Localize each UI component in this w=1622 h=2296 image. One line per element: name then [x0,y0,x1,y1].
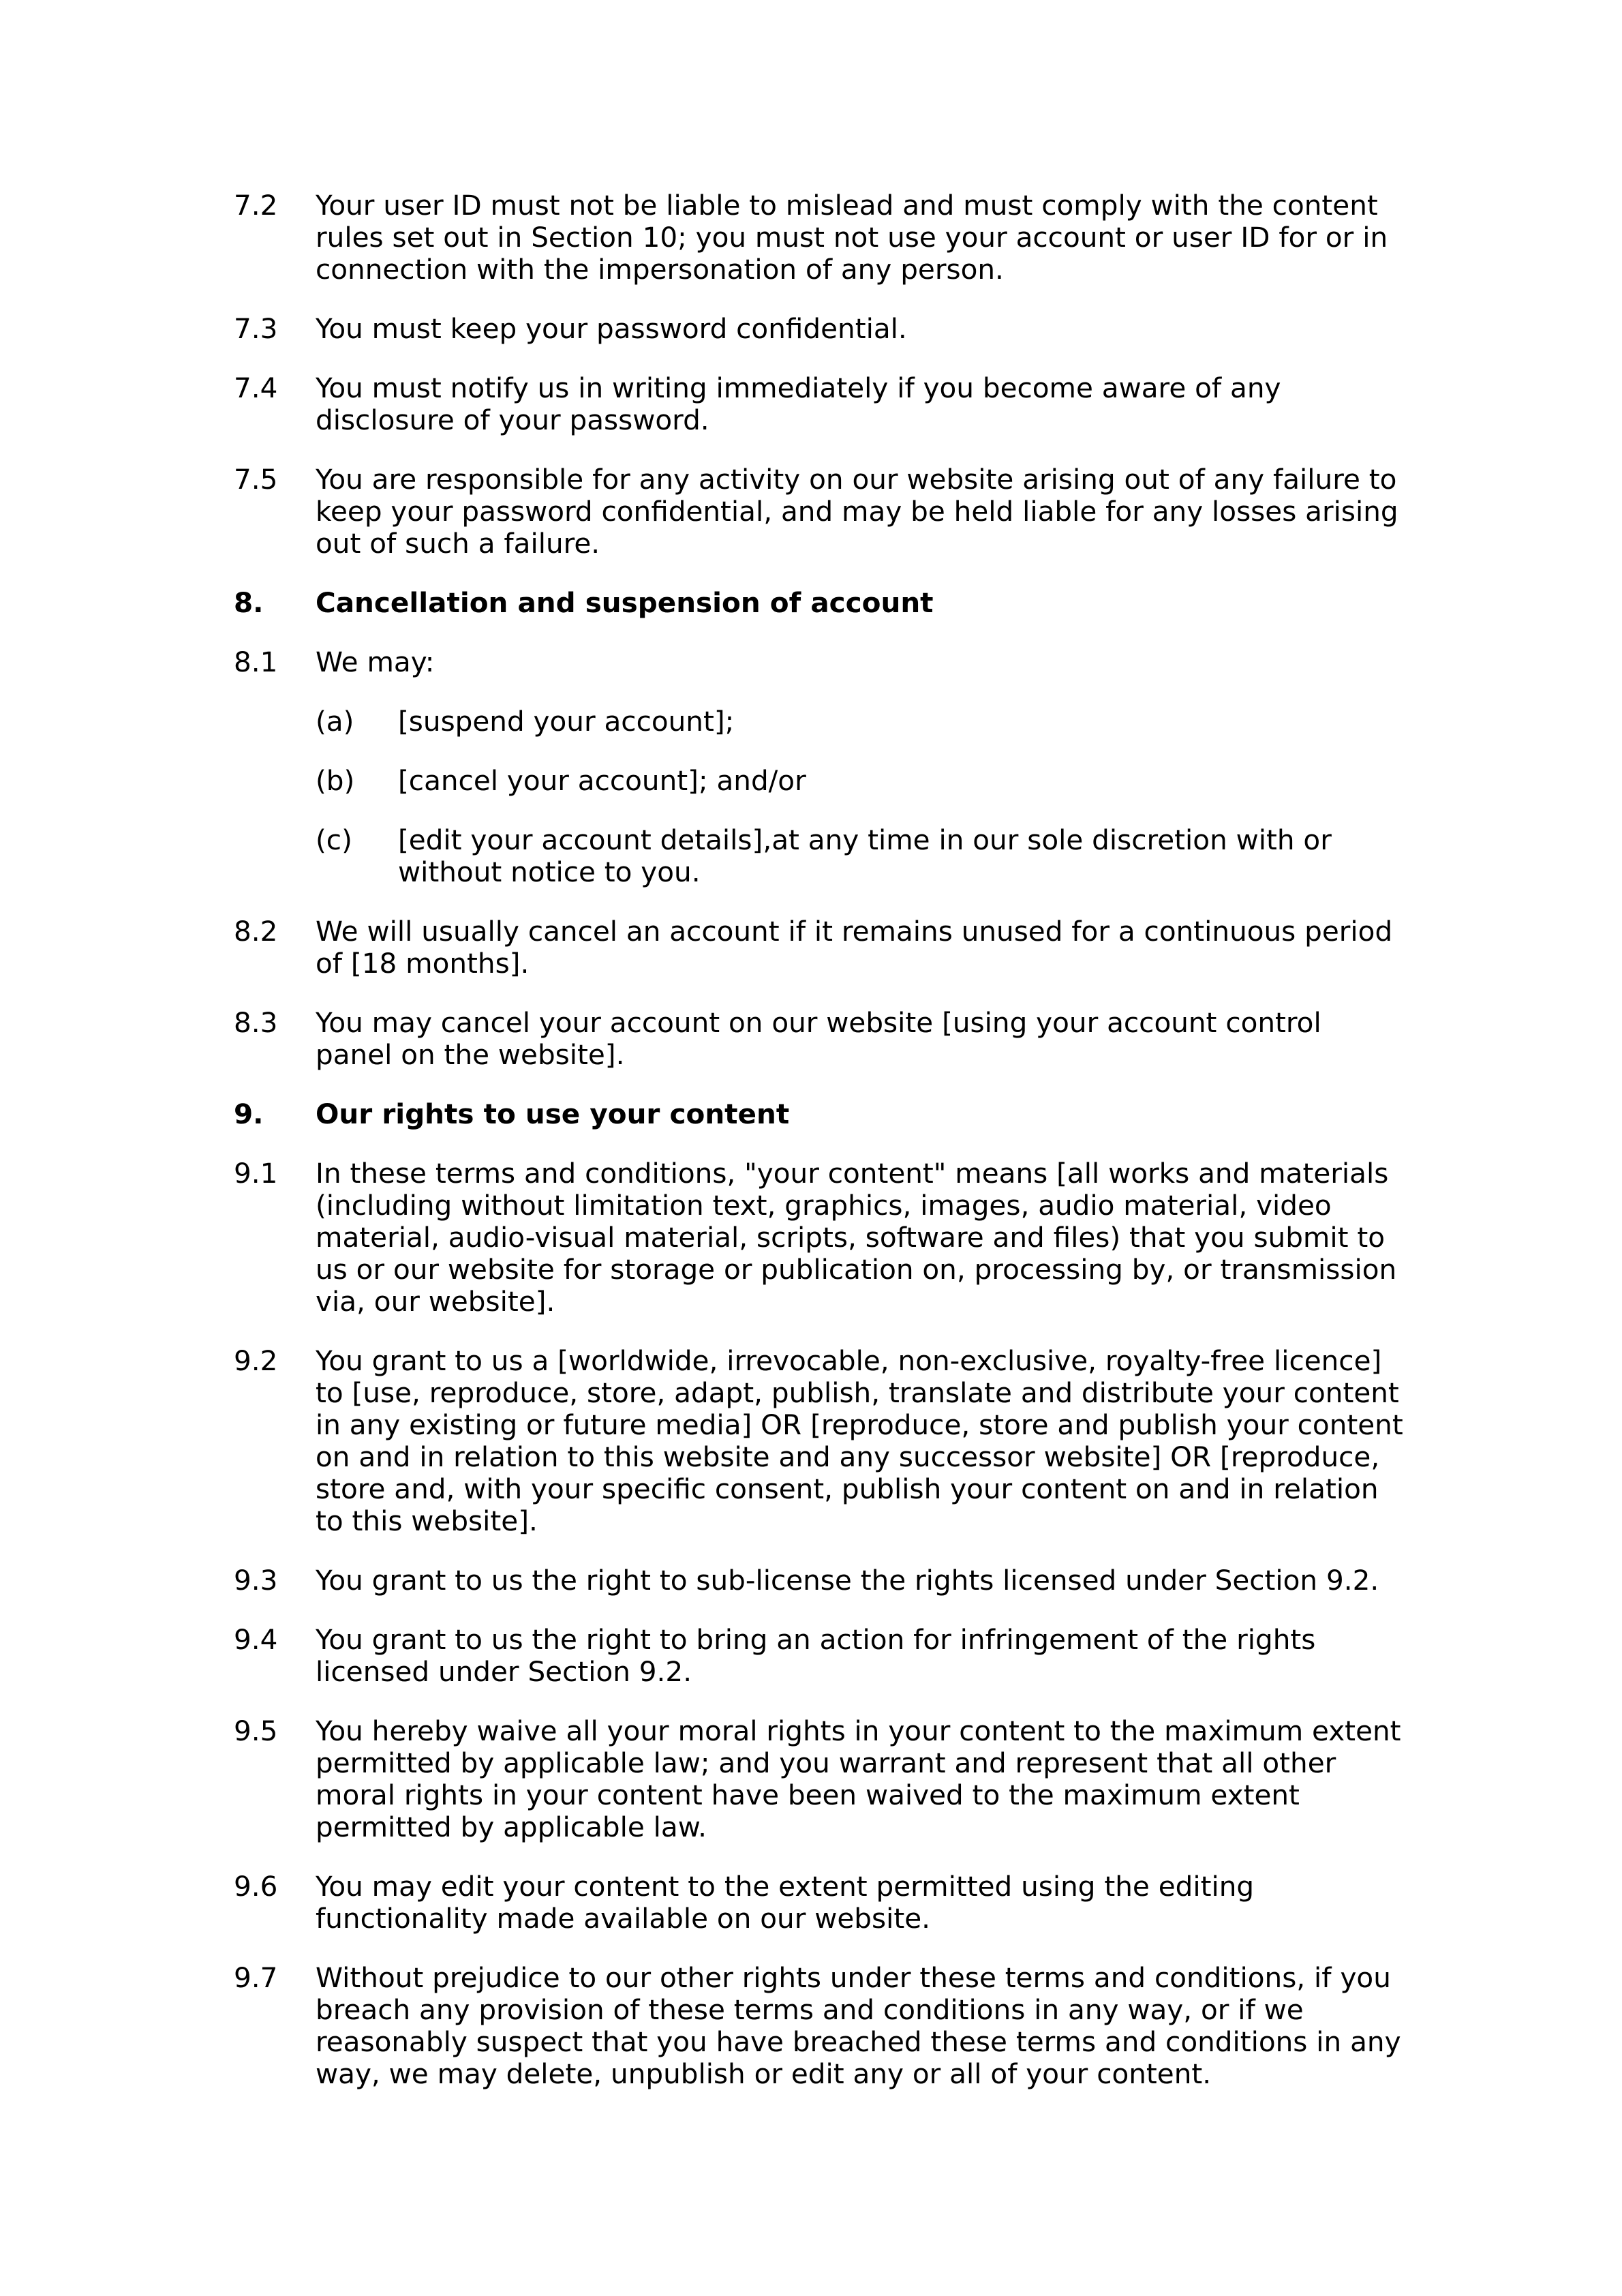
clause-9-5 [234,1715,1406,1843]
subclause-8-1-a [316,706,1406,738]
clause-7-5 [234,464,1406,560]
clause-text: You may edit your content to the extent permitted using the editing functionality made available on our website. [316,1870,1255,1935]
clause-number: 8.3 [234,1006,278,1039]
clause-text: You grant to us the right to sub-license the rights licensed under Section 9.2. [316,1564,1379,1597]
clause-number: 8.1 [234,646,278,678]
clause-8-3 [234,1007,1406,1071]
clause-number: 9.4 [234,1623,278,1656]
clause-7-4 [234,372,1406,436]
subclause-letter: (a) [316,705,354,738]
clause-number: 7.3 [234,312,278,345]
section-8-heading [234,587,1406,619]
clause-text: You grant to us a [worldwide, irrevocable, non-exclusive, royalty-free licence] to [use, reproduce, store, adapt, publish, translate and distribute your content in any existing or future media] OR [reproduce, store and publish your content on and in relation to this website and any successor website] OR [reproduce, store and, with your specific consent, publish your content on and in relation to this website]. [316,1344,1403,1537]
clause-text: You are responsible for any activity on our website arising out of any failure to keep your password confidential, and may be held liable for any losses arising out of such a failure. [316,463,1398,560]
clause-text: You hereby waive all your moral rights in your content to the maximum extent permitted by applicable law; and you warrant and represent that all other moral rights in your content have been waived to the maximum extent permitted by applicable law. [316,1715,1401,1843]
clause-text: You must notify us in writing immediately if you become aware of any disclosure of your password. [316,372,1281,436]
subclause-8-1-c [316,824,1406,888]
clause-number: 7.4 [234,372,278,404]
document-body [234,190,1406,2117]
clause-9-1 [234,1158,1406,1318]
clause-text: We will usually cancel an account if it remains unused for a continuous period of [18 months]. [316,915,1393,980]
clause-number: 7.2 [234,189,278,222]
clause-7-3 [234,313,1406,345]
subclause-text: [suspend your account]; [398,705,735,738]
clause-9-2 [234,1345,1406,1537]
clause-text: Without prejudice to our other rights under these terms and conditions, if you breach any provision of these terms and conditions in any way, or if we reasonably suspect that you have breached these terms and conditions in any way, we may delete, unpublish or edit any or all of your content. [316,1961,1401,2090]
subclause-text: [cancel your account]; and/or [398,764,806,797]
clause-8-2 [234,916,1406,980]
subclause-text: [edit your account details],at any time in our sole discretion with or without notice to you. [398,824,1332,888]
subclause-8-1-b [316,765,1406,797]
section-number: 9. [234,1098,264,1130]
clause-8-1 [234,646,1406,678]
clause-number: 9.1 [234,1157,278,1190]
clause-number: 9.3 [234,1564,278,1597]
clause-text: You grant to us the right to bring an action for infringement of the rights licensed under Section 9.2. [316,1623,1316,1688]
clause-9-6 [234,1871,1406,1935]
clause-9-4 [234,1624,1406,1688]
section-title: Cancellation and suspension of account [316,586,934,619]
clause-text: In these terms and conditions, "your content" means [all works and materials (including without limitation text, graphics, images, audio material, video material, audio-visual material, scripts, software and files) that you submit to us or our website for storage or publication on, processing by, or transmission via, our website]. [316,1157,1397,1318]
section-9-heading [234,1098,1406,1130]
clause-number: 9.6 [234,1870,278,1903]
subclause-letter: (c) [316,824,352,856]
clause-number: 9.2 [234,1344,278,1377]
section-title: Our rights to use your content [316,1098,790,1130]
clause-number: 8.2 [234,915,278,948]
section-number: 8. [234,586,264,619]
clause-9-3 [234,1565,1406,1597]
clause-number: 7.5 [234,463,278,496]
clause-text: You may cancel your account on our website [using your account control panel on the website]. [316,1006,1321,1071]
clause-number: 9.7 [234,1961,278,1994]
subclause-letter: (b) [316,764,355,797]
clause-text: We may: [316,646,435,678]
clause-text: You must keep your password confidential. [316,312,907,345]
clause-number: 9.5 [234,1715,278,1747]
clause-9-7 [234,1962,1406,2090]
clause-text: Your user ID must not be liable to mislead and must comply with the content rules set out in Section 10; you must not use your account or user ID for or in connection with the impersonation of any person. [316,189,1388,286]
clause-7-2 [234,190,1406,286]
